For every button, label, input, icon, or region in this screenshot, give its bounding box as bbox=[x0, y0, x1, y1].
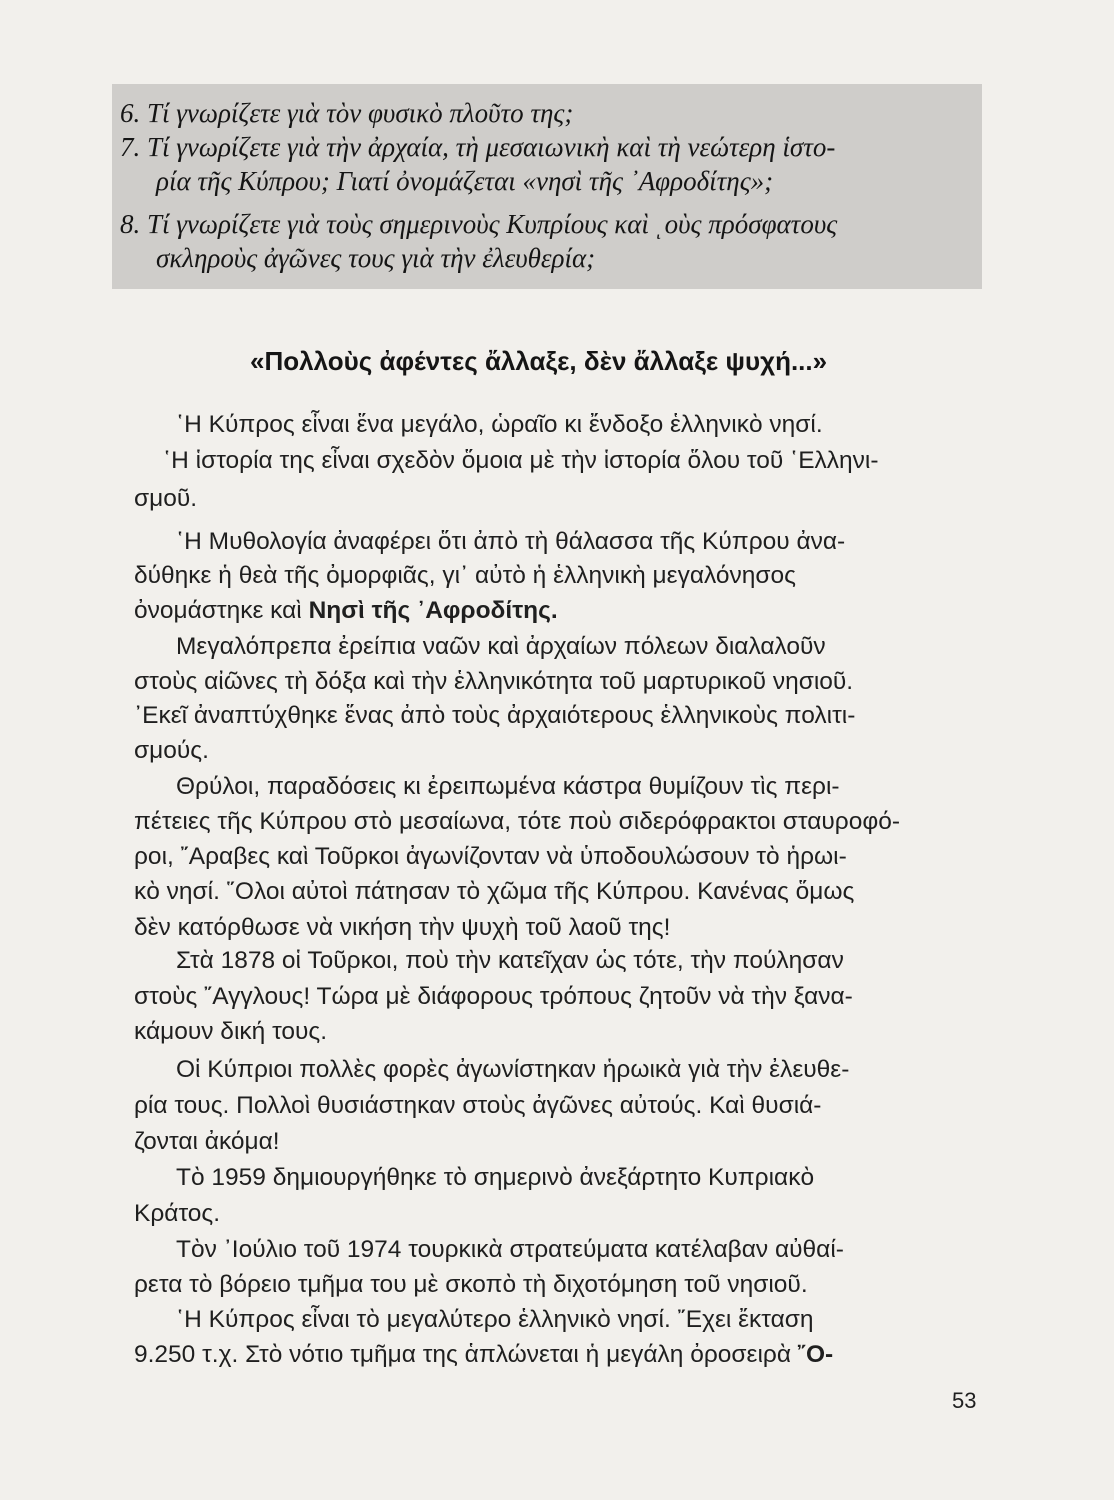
text-line: στοὺς ῎Αγγλους! Τώρα μὲ διάφορους τρόπους ζητοῦν νὰ τὴν ξανα- bbox=[134, 983, 853, 1010]
text-line: ρετα τὸ βόρειο τμῆμα του μὲ σκοπὸ τὴ διχοτόμηση τοῦ νησιοῦ. bbox=[134, 1271, 808, 1298]
bold-phrase: ῎Ο- bbox=[797, 1341, 834, 1368]
text-line: κὸ νησί. ῞Ολοι αὐτοὶ πάτησαν τὸ χῶμα τῆς Κύπρου. Κανένας ὅμως bbox=[134, 878, 855, 905]
bold-phrase: Νησὶ τῆς ᾿Αφροδίτης. bbox=[308, 597, 558, 624]
text-line: Κράτος. bbox=[134, 1200, 221, 1227]
text-fragment: 9.250 τ.χ. Στὸ νότιο τμῆμα της ἁπλώνεται ἡ μεγάλη ὀροσειρὰ bbox=[134, 1341, 798, 1368]
text-line: ῾Η Κύπρος εἶναι τὸ μεγαλύτερο ἑλληνικὸ νησί. ῎Εχει ἔκταση bbox=[176, 1306, 814, 1333]
text-line: Οἱ Κύπριοι πολλὲς φορὲς ἀγωνίστηκαν ἡρωικὰ γιὰ τὴν ἐλευθε- bbox=[176, 1056, 850, 1083]
text-line: πέτειες τῆς Κύπρου στὸ μεσαίωνα, τότε ποὺ σιδερόφρακτοι σταυροφό- bbox=[134, 808, 901, 835]
page-number: 53 bbox=[952, 1388, 977, 1413]
text-line: Στὰ 1878 οἱ Τοῦρκοι, ποὺ τὴν κατεῖχαν ὡς τότε, τὴν πούλησαν bbox=[176, 947, 844, 974]
text-fragment: ὀνομάστηκε καὶ bbox=[134, 597, 309, 624]
text-line: ῾Η Κύπρος εἶναι ἕνα μεγάλο, ὡραῖο κι ἔνδοξο ἑλληνικὸ νησί. bbox=[176, 411, 823, 438]
question-8-continued: σκληροὺς ἀγῶνες τους γιὰ τὴν ἐλευθερία; bbox=[156, 243, 596, 273]
text-line: ῾Η ἱστορία της εἶναι σχεδὸν ὅμοια μὲ τὴν ἱστορία ὅλου τοῦ ῾Ελληνι- bbox=[163, 447, 879, 474]
text-line bbox=[134, 1340, 833, 1370]
text-line: Μεγαλόπρεπα ἐρείπια ναῶν καὶ ἀρχαίων πόλεων διαλαλοῦν bbox=[176, 633, 826, 660]
text-line: Τὸ 1959 δημιουργήθηκε τὸ σημερινὸ ἀνεξάρτητο Κυπριακὸ bbox=[176, 1164, 815, 1191]
question-7-continued: ρία τῆς Κύπρου; Γιατί ὀνομάζεται «νησὶ τῆς ᾿Αφροδίτης»; bbox=[156, 166, 774, 196]
text-line: ροι, ῎Αραβες καὶ Τοῦρκοι ἀγωνίζονταν νὰ ὑποδουλώσουν τὸ ἡρωι- bbox=[134, 843, 847, 870]
text-line: Θρύλοι, παραδόσεις κι ἐρειπωμένα κάστρα θυμίζουν τὶς περι- bbox=[176, 773, 840, 800]
text-line: ᾿Εκεῖ ἀναπτύχθηκε ἕνας ἀπὸ τοὺς ἀρχαιότερους ἑλληνικοὺς πολιτι- bbox=[134, 702, 856, 729]
text-line: δὲν κατόρθωσε νὰ νικήση τὴν ψυχὴ τοῦ λαοῦ της! bbox=[134, 914, 671, 941]
text-line: δύθηκε ἡ θεὰ τῆς ὀμορφιᾶς, γι᾿ αὐτὸ ἡ ἑλληνικὴ μεγαλόνησος bbox=[134, 562, 796, 589]
question-7: 7. Τί γνωρίζετε γιὰ τὴν ἀρχαία, τὴ μεσαιωνικὴ καὶ τὴ νεώτερη ἱστο- bbox=[120, 132, 836, 162]
text-line: στοὺς αἰῶνες τὴ δόξα καὶ τὴν ἑλληνικότητα τοῦ μαρτυρικοῦ νησιοῦ. bbox=[134, 668, 854, 695]
text-line: σμούς. bbox=[134, 737, 209, 764]
text-line: Τὸν ᾿Ιούλιο τοῦ 1974 τουρκικὰ στρατεύματα κατέλαβαν αὐθαί- bbox=[176, 1236, 844, 1263]
text-line: ζονται ἀκόμα! bbox=[134, 1128, 280, 1155]
section-title: «Πολλοὺς ἀφέντες ἄλλαξε, δὲν ἄλλαξε ψυχή...» bbox=[250, 346, 828, 376]
question-8: 8. Τί γνωρίζετε γιὰ τοὺς σημερινοὺς Κυπρίους καὶ ͺοὺς πρόσφατους bbox=[120, 209, 838, 239]
text-line: κάμουν δική τους. bbox=[134, 1018, 328, 1045]
text-line: σμοῦ. bbox=[134, 485, 198, 512]
text-line: ρία τους. Πολλοὶ θυσιάστηκαν στοὺς ἀγῶνες αὐτούς. Καὶ θυσιά- bbox=[134, 1092, 822, 1119]
text-line bbox=[134, 596, 558, 626]
question-6: 6. Τί γνωρίζετε γιὰ τὸν φυσικὸ πλοῦτο της; bbox=[120, 98, 574, 128]
text-line: ῾Η Μυθολογία ἀναφέρει ὅτι ἀπὸ τὴ θάλασσα τῆς Κύπρου ἀνα- bbox=[176, 528, 846, 555]
